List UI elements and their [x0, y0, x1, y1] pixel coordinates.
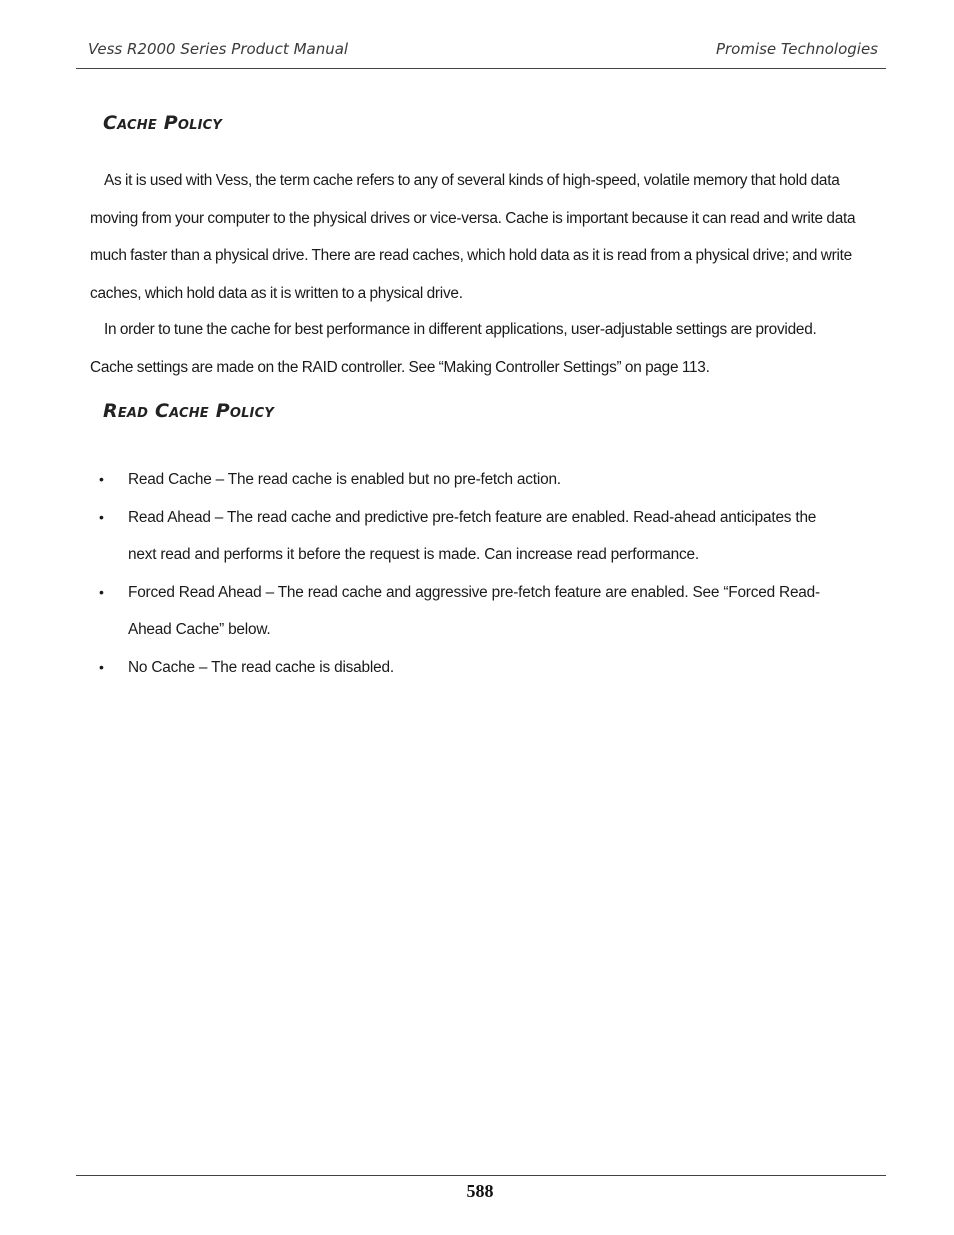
bullet-marker: • — [99, 583, 104, 600]
list-item-text: Read Ahead – The read cache and predictive pre-fetch feature are enabled. Read-ahead anticipates the next read and performs it before the request is made. Can increase read performance. — [128, 508, 817, 563]
list-item-text: Read Cache – The read cache is enabled but no pre-fetch action. — [128, 471, 561, 488]
list-item-text: Forced Read Ahead – The read cache and aggressive pre-fetch feature are enabled. See “Forced Read-Ahead Cache” below. — [128, 583, 820, 638]
bullet-marker: • — [99, 658, 104, 675]
page-header — [76, 38, 886, 62]
list-item-read-ahead — [0, 499, 848, 574]
bullet-marker: • — [99, 471, 104, 487]
header-divider — [76, 68, 886, 69]
list-item-forced-read-ahead — [0, 574, 848, 649]
list-item-no-cache — [0, 649, 848, 687]
header-company-name: Promise Technologies — [715, 40, 878, 58]
section-heading-read-cache-policy: Read Cache Policy — [103, 400, 274, 422]
list-item-read-cache — [0, 461, 848, 499]
page-number: 588 — [466, 1181, 494, 1201]
bullet-marker: • — [99, 508, 104, 525]
header-manual-title: Vess R2000 Series Product Manual — [88, 40, 349, 58]
list-item-text: No Cache – The read cache is disabled. — [128, 658, 394, 676]
section-heading-cache-policy: Cache Policy — [103, 112, 222, 134]
paragraph-cache-settings: In order to tune the cache for best performance in different applications, user-adjustable settings are provided. Cache settings are made on the RAID controller. See “Making Controller Settings” on page 113. — [90, 321, 817, 376]
paragraph-cache-definition: As it is used with Vess, the term cache refers to any of several kinds of high-speed, volatile memory that hold data moving from your computer to the physical drives or vice-versa. Cache is important because it can read and write data much faster than a physical drive. There are read caches, which hold data as it is read from a physical drive; and write caches, which hold data as it is written to a physical drive. — [90, 172, 856, 302]
footer-divider — [76, 1175, 886, 1176]
read-cache-options-list — [0, 461, 954, 686]
